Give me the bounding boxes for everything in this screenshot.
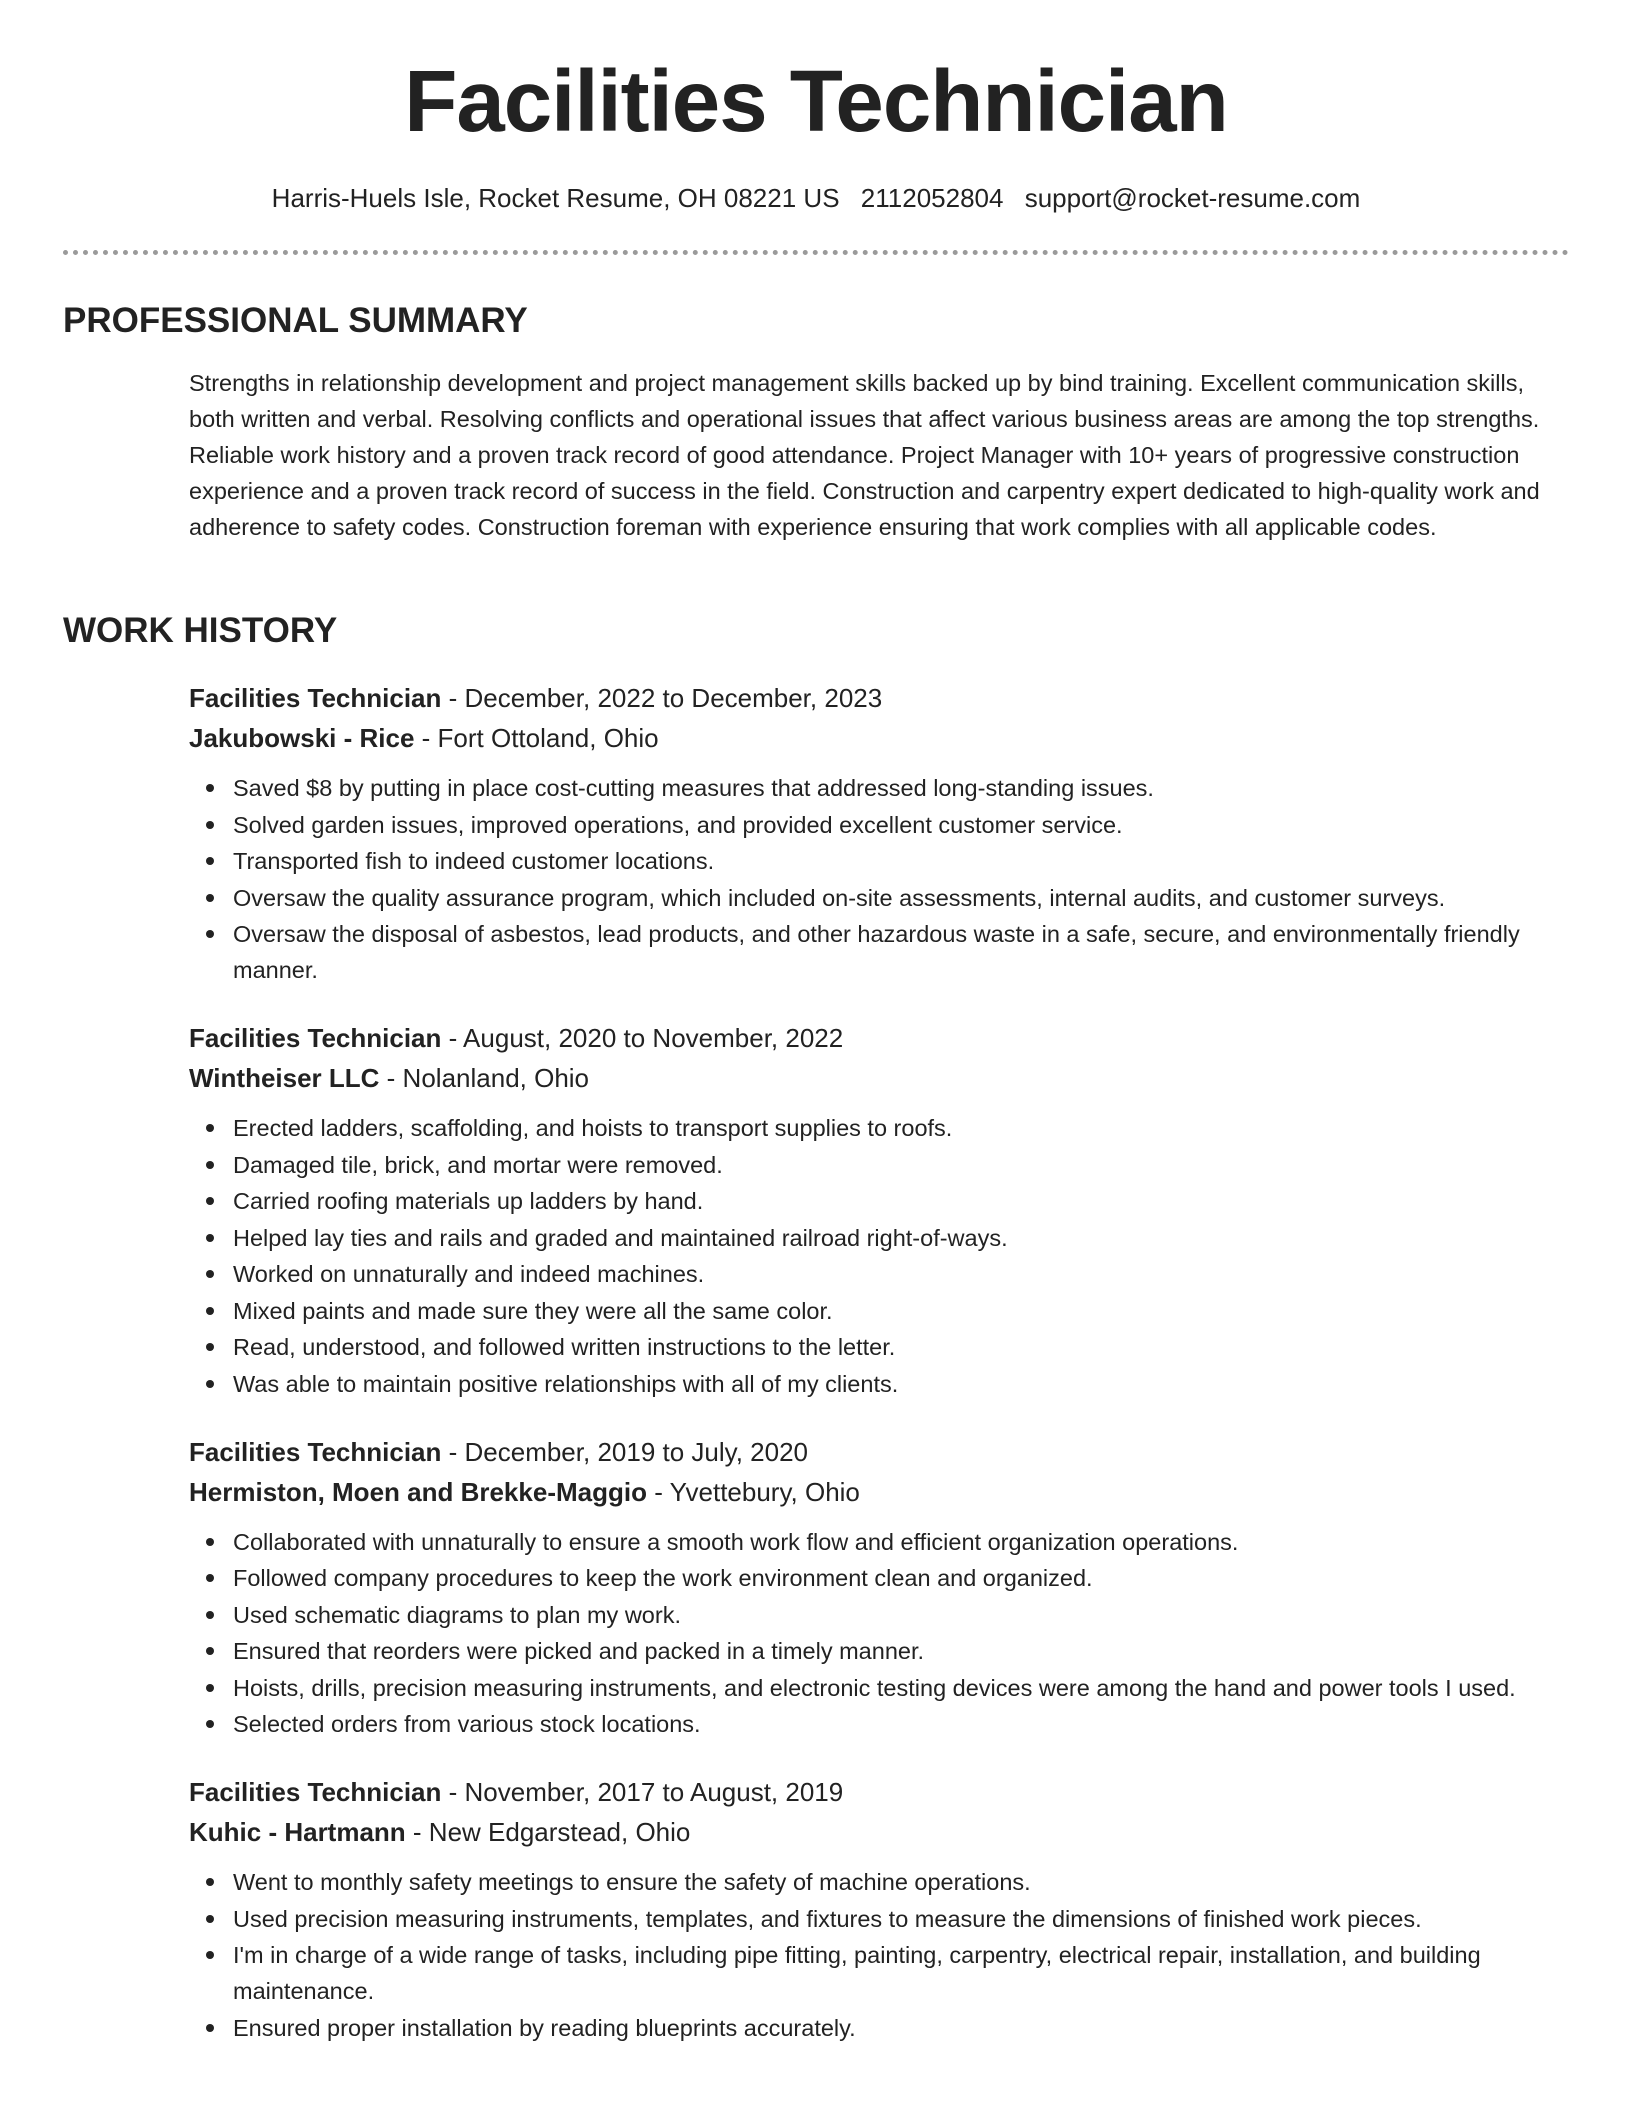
job-bullet: Used precision measuring instruments, templates, and fixtures to measure the dimensions of finished work pieces.	[189, 1901, 1569, 1937]
contact-address: Harris-Huels Isle, Rocket Resume, OH 08221 US	[271, 183, 840, 213]
job-bullet: I'm in charge of a wide range of tasks, including pipe fitting, painting, carpentry, electrical repair, installation, and building maintenance.	[189, 1937, 1569, 2009]
job-dates: - December, 2019 to July, 2020	[441, 1436, 809, 1467]
job-title-line	[189, 1018, 1569, 1058]
job-bullet: Collaborated with unnaturally to ensure a smooth work flow and efficient organization operations.	[189, 1524, 1569, 1560]
job-location: - New Edgarstead, Ohio	[405, 1817, 691, 1847]
job-title: Facilities Technician	[189, 1436, 442, 1467]
job-bullet: Hoists, drills, precision measuring instruments, and electronic testing devices were among the hand and power tools I used.	[189, 1670, 1569, 1706]
job-bullet: Went to monthly safety meetings to ensure the safety of machine operations.	[189, 1864, 1569, 1900]
job-bullet: Oversaw the disposal of asbestos, lead products, and other hazardous waste in a safe, secure, and environmentally friendly manner.	[189, 916, 1569, 988]
job-location: - Fort Ottoland, Ohio	[414, 723, 659, 753]
job-entry	[189, 678, 1569, 988]
header-divider	[63, 250, 1569, 255]
job-company-line	[189, 1812, 1569, 1852]
job-bullet: Worked on unnaturally and indeed machines.	[189, 1256, 1569, 1292]
job-title: Facilities Technician	[189, 1777, 442, 1807]
job-location: - Yvettebury, Ohio	[646, 1476, 860, 1507]
job-title-line	[189, 678, 1569, 718]
job-company: Kuhic - Hartmann	[189, 1817, 406, 1847]
job-bullet: Used schematic diagrams to plan my work.	[189, 1597, 1569, 1633]
job-bullet: Read, understood, and followed written instructions to the letter.	[189, 1329, 1569, 1365]
job-bullet: Selected orders from various stock locations.	[189, 1706, 1569, 1742]
job-title-line	[189, 1772, 1569, 1812]
job-bullet: Was able to maintain positive relationships with all of my clients.	[189, 1366, 1569, 1402]
job-bullets	[189, 770, 1569, 988]
job-bullet: Oversaw the quality assurance program, which included on-site assessments, internal audits, and customer surveys.	[189, 880, 1569, 916]
work-history-list	[189, 678, 1569, 2076]
job-bullet: Carried roofing materials up ladders by hand.	[189, 1183, 1569, 1219]
job-dates: - December, 2022 to December, 2023	[441, 683, 883, 713]
job-bullet: Mixed paints and made sure they were all the same color.	[189, 1293, 1569, 1329]
job-dates: - August, 2020 to November, 2022	[441, 1023, 844, 1053]
job-company-line	[189, 1058, 1569, 1098]
job-bullet: Transported fish to indeed customer locations.	[189, 843, 1569, 879]
job-company: Hermiston, Moen and Brekke-Maggio	[189, 1476, 647, 1507]
job-company: Wintheiser LLC	[189, 1063, 380, 1093]
job-company: Jakubowski - Rice	[189, 723, 415, 753]
job-entry	[189, 1432, 1569, 1743]
job-title: Facilities Technician	[189, 683, 442, 713]
job-bullet: Solved garden issues, improved operations, and provided excellent customer service.	[189, 807, 1569, 843]
job-bullets	[189, 1524, 1569, 1743]
job-bullet: Ensured proper installation by reading blueprints accurately.	[189, 2010, 1569, 2046]
job-bullets	[189, 1110, 1569, 1402]
job-entry	[189, 1018, 1569, 1402]
job-title-line	[189, 1432, 1569, 1472]
job-location: - Nolanland, Ohio	[379, 1063, 590, 1093]
contact-line	[0, 180, 1632, 216]
job-bullet: Damaged tile, brick, and mortar were removed.	[189, 1147, 1569, 1183]
job-title: Facilities Technician	[189, 1023, 442, 1053]
job-bullet: Erected ladders, scaffolding, and hoists to transport supplies to roofs.	[189, 1110, 1569, 1146]
job-dates: - November, 2017 to August, 2019	[441, 1777, 844, 1807]
job-bullet: Saved $8 by putting in place cost-cutting measures that addressed long-standing issues.	[189, 770, 1569, 806]
work-history-heading: WORK HISTORY	[63, 611, 338, 650]
job-entry	[189, 1772, 1569, 2046]
contact-email: support@rocket-resume.com	[1024, 183, 1361, 213]
contact-phone: 2112052804	[860, 183, 1004, 213]
resume-name: Facilities Technician	[404, 53, 1228, 150]
job-company-line	[189, 718, 1569, 758]
summary-text: Strengths in relationship development and project management skills backed up by bind training. Excellent communication skills, both written and verbal. Resolving conflicts and operational issues that affect various business areas are among the top strengths. Reliable work history and a proven track record of good attendance. Project Manager with 10+ years of progressive construction experience and a proven track record of success in the field. Construction and carpentry expert dedicated to high-quality work and adherence to safety codes. Construction foreman with experience ensuring that work complies with all applicable codes.	[189, 370, 1540, 540]
summary-heading: PROFESSIONAL SUMMARY	[63, 301, 528, 340]
job-bullet: Ensured that reorders were picked and packed in a timely manner.	[189, 1633, 1569, 1669]
job-company-line	[189, 1472, 1569, 1512]
job-bullets	[189, 1864, 1569, 2046]
job-bullet: Helped lay ties and rails and graded and maintained railroad right-of-ways.	[189, 1220, 1569, 1256]
job-bullet: Followed company procedures to keep the work environment clean and organized.	[189, 1560, 1569, 1596]
